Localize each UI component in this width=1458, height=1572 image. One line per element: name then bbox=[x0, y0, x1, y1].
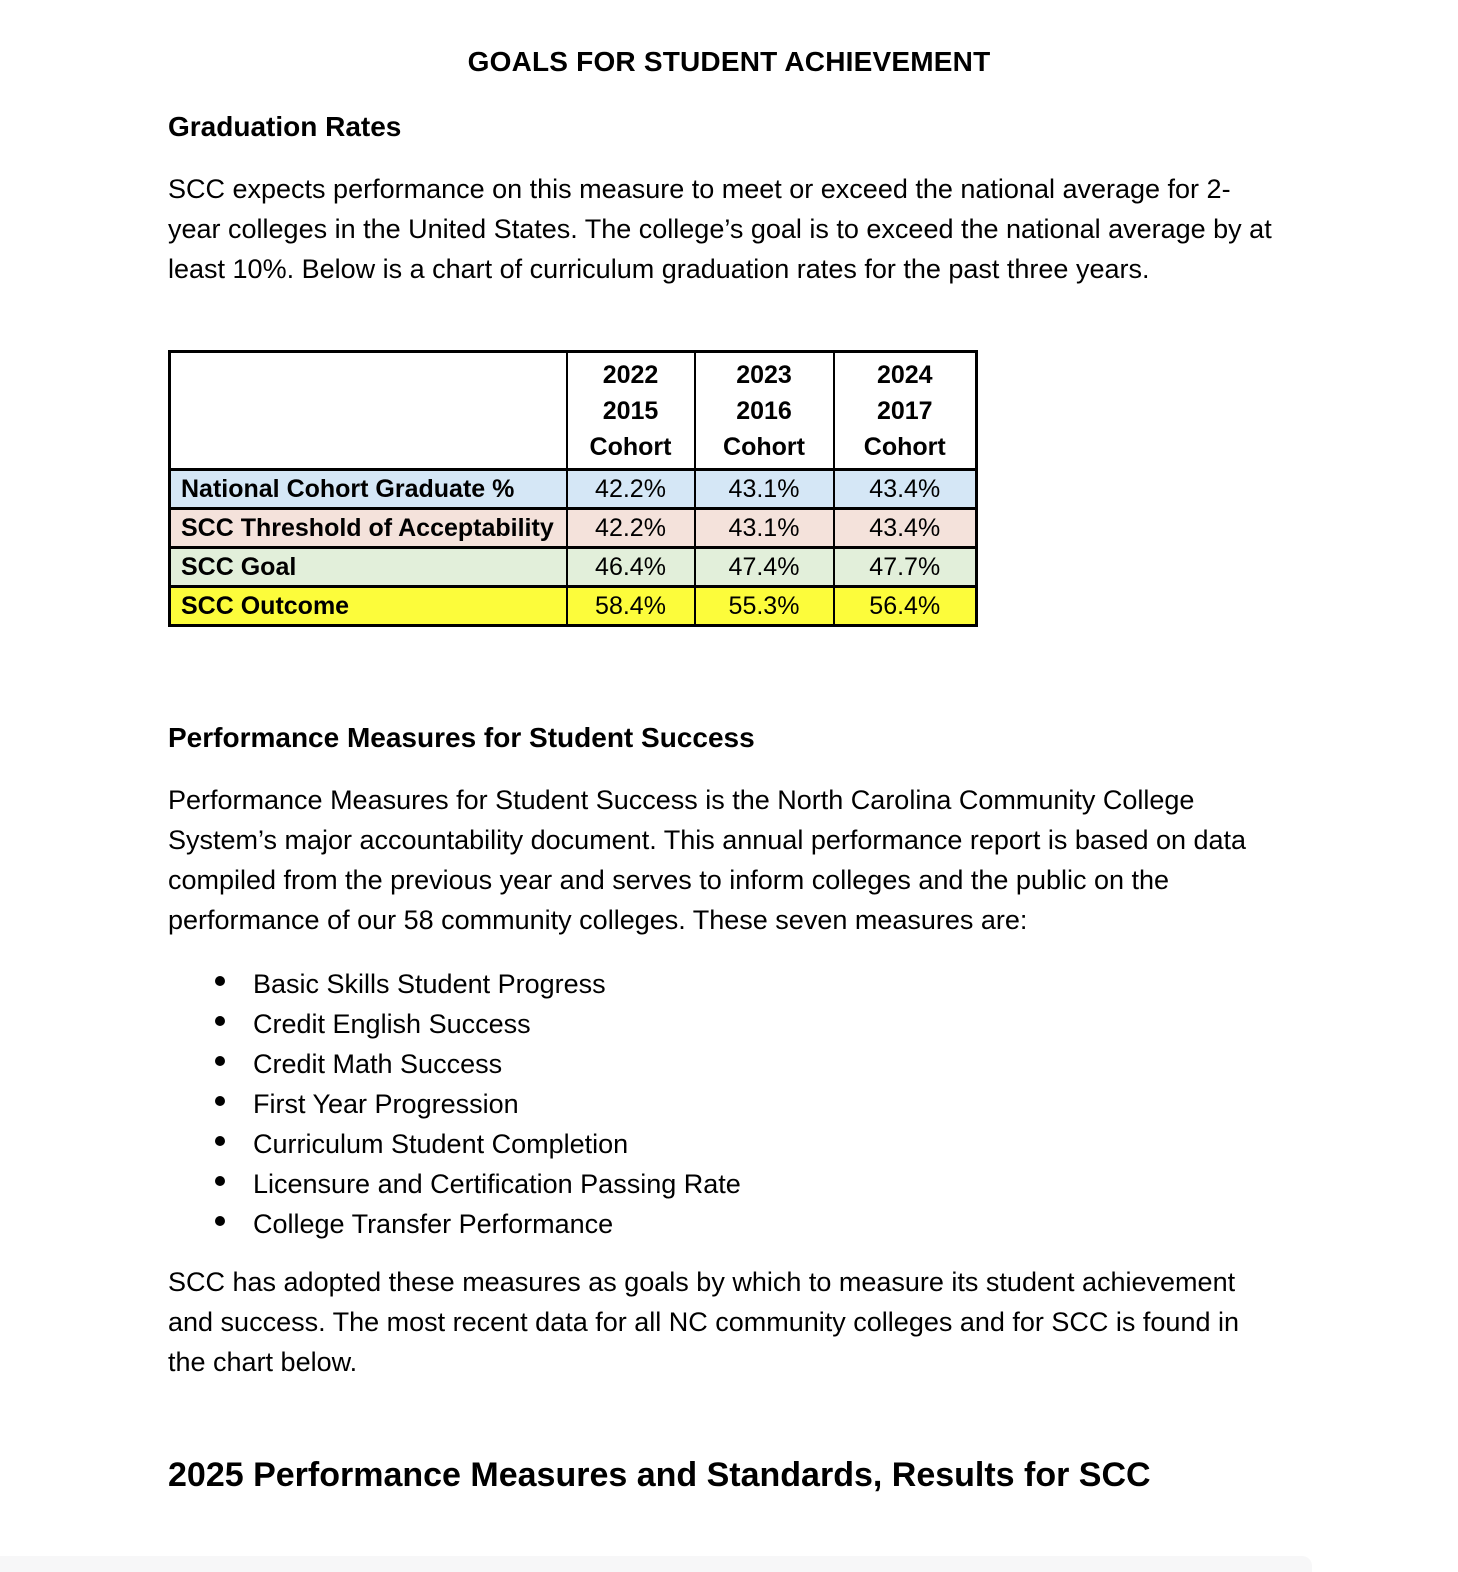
table-cell: 47.7% bbox=[834, 548, 977, 587]
row-label: National Cohort Graduate % bbox=[170, 470, 567, 509]
row-label: SCC Threshold of Acceptability bbox=[170, 509, 567, 548]
table-cell: 43.1% bbox=[695, 509, 834, 548]
table-cell: 43.4% bbox=[834, 470, 977, 509]
list-item bbox=[215, 1124, 1288, 1164]
table-row-scc-outcome bbox=[170, 587, 977, 626]
list-item bbox=[215, 964, 1288, 1004]
header-line: 2024 bbox=[876, 360, 933, 389]
table-cell: 43.1% bbox=[695, 470, 834, 509]
header-line: 2015 bbox=[602, 396, 659, 425]
header-line: Cohort bbox=[589, 432, 672, 461]
table-header-2022-cohort bbox=[567, 352, 695, 470]
list-item bbox=[215, 1004, 1288, 1044]
document-content bbox=[0, 111, 1458, 1495]
list-item bbox=[215, 1164, 1288, 1204]
list-item bbox=[215, 1044, 1288, 1084]
bullet-icon bbox=[215, 1216, 225, 1226]
heading-performance-measures: Performance Measures for Student Success bbox=[168, 722, 755, 753]
table-cell: 42.2% bbox=[567, 509, 695, 548]
bullet-icon bbox=[215, 1056, 225, 1066]
list-item-label: Credit Math Success bbox=[253, 1049, 503, 1079]
header-line: Cohort bbox=[863, 432, 946, 461]
paragraph-performance-measures: Performance Measures for Student Success is the North Carolina Community College System’s major accountability document. This annual performance report is based on data compiled from the previous year and serves to inform colleges and the public on the performance of our 58 community colleges. These seven measures are: bbox=[168, 785, 1247, 935]
heading-graduation-rates: Graduation Rates bbox=[168, 111, 402, 142]
paragraph-graduation-rates: SCC expects performance on this measure to meet or exceed the national average for 2-year colleges in the United States. The college’s goal is to exceed the national average by at least 10%. Below is a chart of curriculum graduation rates for the past three years. bbox=[168, 174, 1272, 284]
bullet-icon bbox=[215, 976, 225, 986]
graduation-rates-table bbox=[168, 350, 978, 627]
header-line: 2016 bbox=[736, 396, 792, 425]
bullet-icon bbox=[215, 1096, 225, 1106]
header-line: 2023 bbox=[736, 360, 792, 389]
table-header-2023-cohort bbox=[695, 352, 834, 470]
list-item-label: Curriculum Student Completion bbox=[253, 1129, 629, 1159]
header-line: Cohort bbox=[723, 432, 805, 461]
table-cell: 46.4% bbox=[567, 548, 695, 587]
bullet-icon bbox=[215, 1136, 225, 1146]
row-label: SCC Outcome bbox=[170, 587, 567, 626]
list-item-label: Credit English Success bbox=[253, 1009, 531, 1039]
header-line: 2017 bbox=[876, 396, 933, 425]
table-cell: 47.4% bbox=[695, 548, 834, 587]
row-label: SCC Goal bbox=[170, 548, 567, 587]
table-cell: 55.3% bbox=[695, 587, 834, 626]
list-item-label: First Year Progression bbox=[253, 1089, 519, 1119]
table-header-2024-cohort bbox=[834, 352, 977, 470]
table-cell: 43.4% bbox=[834, 509, 977, 548]
heading-2025-performance-measures: 2025 Performance Measures and Standards, Results for SCC bbox=[168, 1456, 1151, 1494]
bullet-icon bbox=[215, 1016, 225, 1026]
list-item-label: College Transfer Performance bbox=[253, 1209, 614, 1239]
measures-bullet-list bbox=[168, 964, 1288, 1244]
table-cell: 56.4% bbox=[834, 587, 977, 626]
bullet-icon bbox=[215, 1176, 225, 1186]
table-row-scc-goal bbox=[170, 548, 977, 587]
list-item-label: Basic Skills Student Progress bbox=[253, 969, 606, 999]
table-row-national-cohort bbox=[170, 470, 977, 509]
table-cell: 58.4% bbox=[567, 587, 695, 626]
header-line: 2022 bbox=[602, 360, 659, 389]
list-item bbox=[215, 1204, 1288, 1244]
table-cell: 42.2% bbox=[567, 470, 695, 509]
paragraph-measures-adopted: SCC has adopted these measures as goals by which to measure its student achievement and success. The most recent data for all NC community colleges and for SCC is found in the chart below. bbox=[168, 1267, 1239, 1377]
document-title: GOALS FOR STUDENT ACHIEVEMENT bbox=[467, 46, 991, 77]
list-item-label: Licensure and Certification Passing Rate bbox=[253, 1169, 741, 1199]
list-item bbox=[215, 1084, 1288, 1124]
next-chart-top-edge bbox=[0, 1556, 1312, 1572]
table-header-row bbox=[170, 352, 977, 470]
table-header-empty-cell bbox=[170, 352, 567, 470]
table-row-scc-threshold bbox=[170, 509, 977, 548]
